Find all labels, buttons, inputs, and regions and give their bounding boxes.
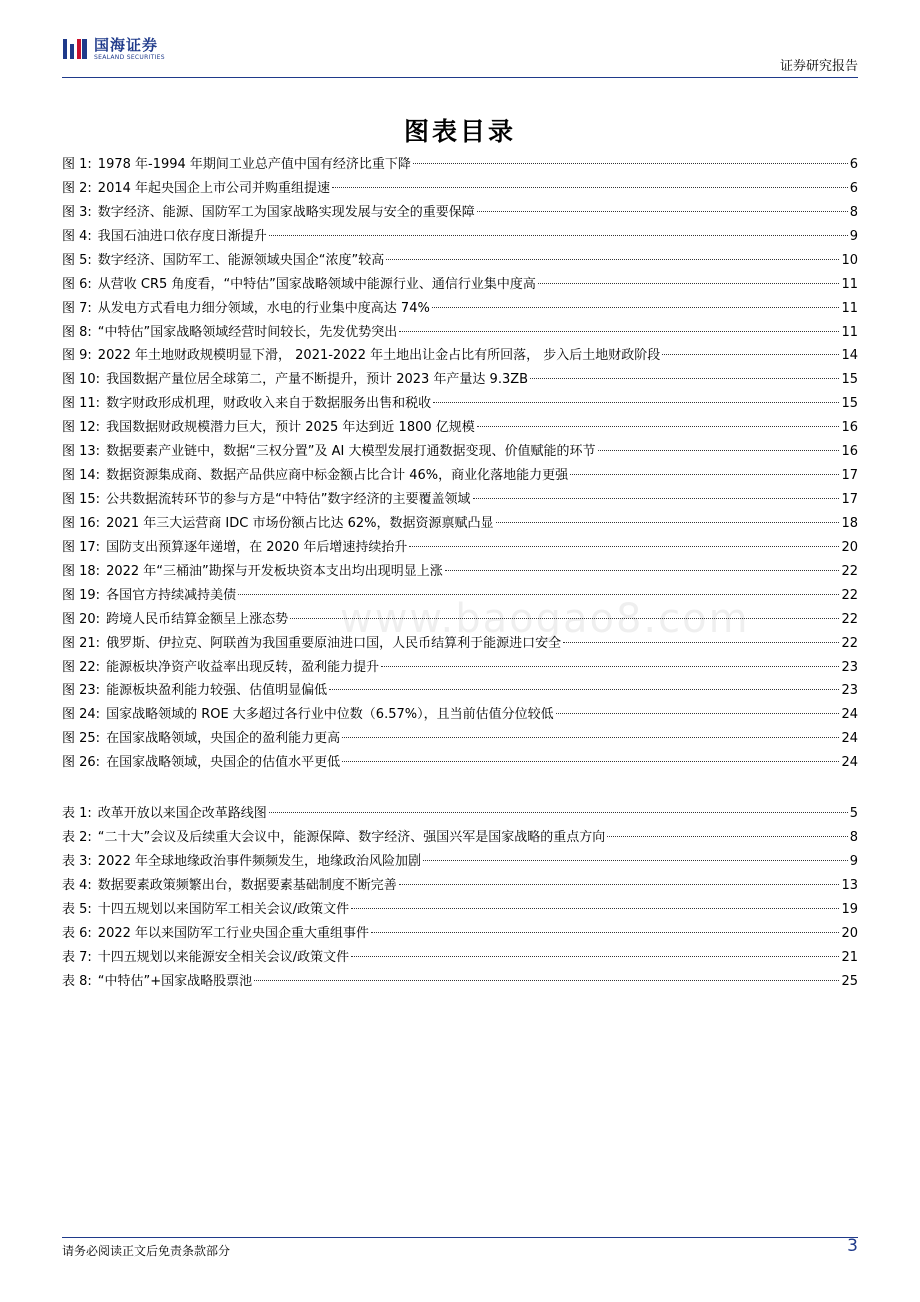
entry-page-number: 17 (841, 492, 858, 508)
dot-leader (342, 747, 839, 762)
entry-title: 公共数据流转环节的参与方是“中特估”数字经济的主要覆盖领域 (106, 492, 471, 508)
entry-label: 表 4: (62, 877, 92, 893)
entry-label: 图 5: (62, 252, 92, 268)
entry-title: 国防支出预算逐年递增，在 2020 年后增速持续抬升 (106, 539, 408, 555)
dot-leader (399, 870, 840, 885)
table-entry[interactable] (62, 874, 858, 894)
entry-label: 图 1: (62, 157, 92, 172)
entry-title: 我国数据财政规模潜力巨大，预计 2025 年达到近 1800 亿规模 (106, 420, 475, 436)
entry-title: 国家战略领域的 ROE 大多超过各行业中位数（6.57%），且当前估值分位较低 (106, 707, 554, 723)
dot-leader (530, 364, 839, 379)
dot-leader (432, 293, 840, 308)
entry-label: 图 20: (62, 611, 101, 627)
table-entry[interactable] (62, 826, 858, 846)
entry-title: 2022 年以来国防军工行业央国企重大重组事件 (97, 925, 370, 941)
dot-leader (269, 798, 848, 813)
entry-title: 十四五规划以来能源安全相关会议/政策文件 (97, 949, 350, 965)
figure-entry[interactable] (62, 703, 858, 723)
entry-page-number: 22 (841, 563, 858, 579)
entry-page-number: 16 (841, 444, 858, 460)
dot-leader (386, 245, 839, 260)
entry-title: 俄罗斯、伊拉克、阿联酋为我国重要原油进口国，人民币结算利于能源进口安全 (106, 635, 562, 651)
entry-title: 十四五规划以来国防军工相关会议/政策文件 (97, 901, 350, 917)
entry-label: 图 7: (62, 300, 92, 316)
entry-title: 数据要素产业链中，数据“三权分置”及 AI 大模型发展打通数据变现、价值赋能的环节 (106, 444, 596, 460)
figure-entry[interactable] (62, 297, 858, 317)
entry-page-number: 9 (849, 228, 858, 244)
figure-entry[interactable] (62, 153, 858, 173)
entry-title: 从营收 CR5 角度看，“中特估”国家战略领域中能源行业、通信行业集中度高 (97, 276, 536, 292)
entry-page-number: 22 (841, 635, 858, 651)
figure-entry[interactable] (62, 751, 858, 771)
sealand-logo-icon (62, 36, 88, 62)
figure-entry[interactable] (62, 344, 858, 364)
page-title: 图表目录 (403, 117, 516, 146)
page-header (62, 36, 858, 76)
entry-title: 2014 年起央国企上市公司并购重组提速 (97, 180, 331, 196)
table-entry[interactable] (62, 946, 858, 966)
figure-entry[interactable] (62, 416, 858, 436)
entry-label: 图 10: (62, 372, 101, 388)
entry-label: 图 17: (62, 539, 101, 555)
dot-leader (445, 556, 840, 571)
entry-title: 1978 年-1994 年期间工业总产值中国有经济比重下降 (97, 157, 411, 172)
figure-entry[interactable] (62, 679, 858, 699)
figure-entry[interactable] (62, 368, 858, 388)
figure-entry[interactable] (62, 225, 858, 245)
page-number: 3 (847, 1236, 858, 1256)
dot-leader (269, 221, 848, 236)
entry-label: 图 9: (62, 348, 92, 364)
dot-leader (556, 699, 840, 714)
header-divider (62, 77, 858, 78)
figure-entry[interactable] (62, 512, 858, 532)
dot-leader (662, 340, 839, 355)
entry-label: 图 25: (62, 731, 101, 747)
dot-leader (254, 966, 839, 981)
figure-entry[interactable] (62, 632, 858, 652)
table-entry[interactable] (62, 802, 858, 822)
figure-entry[interactable] (62, 392, 858, 412)
entry-page-number: 18 (841, 515, 858, 531)
entry-title: 在国家战略领域，央国企的估值水平更低 (106, 755, 341, 771)
dot-leader (563, 628, 839, 643)
entry-label: 图 15: (62, 492, 101, 508)
entry-page-number: 20 (841, 539, 858, 555)
entry-page-number: 23 (841, 683, 858, 699)
footer-divider (62, 1237, 858, 1238)
entry-title: 跨境人民币结算金额呈上涨态势 (106, 611, 289, 627)
entry-title: 2022 年全球地缘政治事件频频发生，地缘政治风险加剧 (97, 853, 422, 869)
entry-page-number: 25 (841, 973, 858, 989)
entry-label: 图 24: (62, 707, 101, 723)
figure-entry[interactable] (62, 608, 858, 628)
entry-label: 图 13: (62, 444, 101, 460)
entry-label: 表 7: (62, 949, 92, 965)
entry-page-number: 10 (841, 252, 858, 268)
entry-title: 数字财政形成机理，财政收入来自于数据服务出售和税收 (106, 396, 432, 412)
entry-title: 数据资源集成商、数据产品供应商中标金额占比合计 46%，商业化落地能力更强 (106, 468, 569, 484)
entry-page-number: 22 (841, 587, 858, 603)
entry-title: “中特估”国家战略领域经营时间较长，先发优势突出 (97, 324, 398, 340)
entry-page-number: 17 (841, 468, 858, 484)
dot-leader (413, 149, 848, 164)
figure-entry[interactable] (62, 536, 858, 556)
dot-leader (409, 532, 839, 547)
dot-leader (607, 822, 847, 837)
entry-title: “中特估”+国家战略股票池 (97, 973, 253, 989)
table-entry[interactable] (62, 922, 858, 942)
entry-page-number: 14 (841, 348, 858, 364)
entry-label: 图 8: (62, 324, 92, 340)
entry-title: 数字经济、能源、国防军工为国家战略实现发展与安全的重要保障 (97, 204, 475, 220)
dot-leader (477, 412, 840, 427)
entry-label: 图 6: (62, 276, 92, 292)
entry-page-number: 22 (841, 611, 858, 627)
entry-page-number: 19 (841, 901, 858, 917)
entry-title: 从发电方式看电力细分领域，水电的行业集中度高达 74% (97, 300, 430, 316)
figure-entry[interactable] (62, 201, 858, 221)
entry-label: 图 4: (62, 228, 92, 244)
figure-entry[interactable] (62, 273, 858, 293)
watermark: www.baogao8.com (340, 596, 750, 642)
figure-entry[interactable] (62, 560, 858, 580)
entry-label: 图 16: (62, 515, 101, 531)
figure-entry[interactable] (62, 727, 858, 747)
entry-label: 表 2: (62, 829, 92, 845)
entry-label: 图 23: (62, 683, 101, 699)
entry-page-number: 15 (841, 396, 858, 412)
entry-page-number: 6 (849, 180, 858, 196)
dot-leader (570, 460, 839, 475)
entry-label: 表 6: (62, 925, 92, 941)
company-logo (62, 36, 165, 62)
entry-label: 图 26: (62, 755, 101, 771)
entry-title: 我国石油进口依存度日渐提升 (97, 228, 267, 244)
dot-leader (351, 894, 839, 909)
figure-entry[interactable] (62, 464, 858, 484)
entry-title: 数字经济、国防军工、能源领域央国企“浓度”较高 (97, 252, 385, 268)
entry-label: 图 3: (62, 204, 92, 220)
logo-chinese-name: 国海证券 (94, 35, 159, 54)
entry-page-number: 11 (841, 276, 858, 292)
figure-entry[interactable] (62, 321, 858, 341)
dot-leader (598, 436, 840, 451)
entry-title: 各国官方持续减持美债 (106, 587, 237, 603)
dot-leader (423, 846, 848, 861)
entry-page-number: 23 (841, 659, 858, 675)
dot-leader (342, 723, 839, 738)
logo-english-name: SEALAND SECURITIES (94, 53, 165, 61)
entry-label: 图 22: (62, 659, 101, 675)
entry-label: 图 19: (62, 587, 101, 603)
entry-label: 图 21: (62, 635, 101, 651)
dot-leader (332, 173, 848, 188)
entry-label: 表 3: (62, 853, 92, 869)
entry-page-number: 8 (849, 204, 858, 220)
figure-entry[interactable] (62, 249, 858, 269)
dot-leader (381, 652, 839, 667)
entry-title: 在国家战略领域，央国企的盈利能力更高 (106, 731, 341, 747)
entry-page-number: 9 (849, 853, 858, 869)
figure-entry[interactable] (62, 177, 858, 197)
dot-leader (399, 317, 839, 332)
table-entry[interactable] (62, 850, 858, 870)
entry-label: 图 2: (62, 180, 92, 196)
entry-label: 图 14: (62, 468, 101, 484)
table-entry[interactable] (62, 898, 858, 918)
entry-label: 表 8: (62, 973, 92, 989)
entry-title: 2022 年“三桶油”勘探与开发板块资本支出均出现明显上涨 (106, 563, 443, 579)
table-entry[interactable] (62, 970, 858, 990)
figure-entry[interactable] (62, 584, 858, 604)
entry-page-number: 11 (841, 300, 858, 316)
entry-label: 图 12: (62, 420, 101, 436)
report-type: 证券研究报告 (779, 59, 858, 74)
dot-leader (538, 269, 840, 284)
entry-label: 表 5: (62, 901, 92, 917)
entry-page-number: 8 (849, 829, 858, 845)
entry-page-number: 13 (841, 877, 858, 893)
entry-label: 表 1: (62, 806, 92, 821)
entry-page-number: 21 (841, 949, 858, 965)
figure-entry[interactable] (62, 440, 858, 460)
entry-label: 图 11: (62, 396, 101, 412)
entry-title: 数据要素政策频繁出台，数据要素基础制度不断完善 (97, 877, 397, 893)
entry-label: 图 18: (62, 563, 101, 579)
entry-page-number: 5 (849, 806, 858, 821)
entry-page-number: 15 (841, 372, 858, 388)
dot-leader (496, 508, 840, 523)
entry-page-number: 6 (849, 157, 858, 172)
figure-entry[interactable] (62, 488, 858, 508)
entry-title: 2022 年土地财政规模明显下滑， 2021-2022 年土地出让金占比有所回落， 步入后土地财政阶段 (97, 348, 661, 364)
dot-leader (371, 918, 839, 933)
entry-page-number: 11 (841, 324, 858, 340)
entry-title: “二十大”会议及后续重大会议中，能源保障、数字经济、强国兴军是国家战略的重点方向 (97, 829, 606, 845)
entry-page-number: 24 (841, 707, 858, 723)
entry-title: 能源板块盈利能力较强、估值明显偏低 (106, 683, 328, 699)
footer-disclaimer: 请务必阅读正文后免责条款部分 (62, 1244, 231, 1258)
dot-leader (329, 675, 839, 690)
entry-page-number: 24 (841, 731, 858, 747)
dot-leader (473, 484, 840, 499)
dot-leader (238, 580, 839, 595)
entry-title: 改革开放以来国企改革路线图 (97, 806, 267, 821)
entry-title: 我国数据产量位居全球第二，产量不断提升，预计 2023 年产量达 9.3ZB (106, 372, 529, 388)
entry-title: 2021 年三大运营商 IDC 市场份额占比达 62%，数据资源禀赋凸显 (106, 515, 494, 531)
entry-page-number: 16 (841, 420, 858, 436)
entry-title: 能源板块净资产收益率出现反转，盈利能力提升 (106, 659, 380, 675)
entry-page-number: 20 (841, 925, 858, 941)
figure-entry[interactable] (62, 656, 858, 676)
dot-leader (351, 942, 839, 957)
dot-leader (433, 388, 839, 403)
dot-leader (477, 197, 848, 212)
dot-leader (290, 604, 839, 619)
entry-page-number: 24 (841, 755, 858, 771)
